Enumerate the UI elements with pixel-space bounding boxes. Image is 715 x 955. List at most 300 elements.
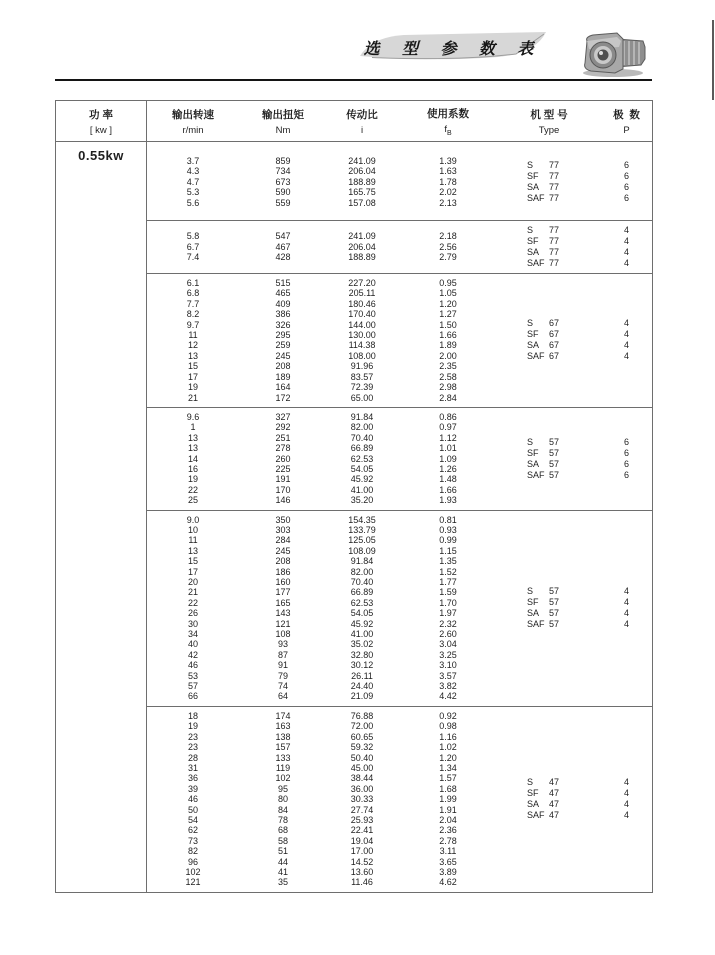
model-row [499,318,654,329]
type-label-zh: 机 型 号 [530,108,568,121]
cell-service-factor: 1.99 [439,794,457,805]
table-row [147,166,499,176]
cell-torque: 177 [275,587,291,598]
model-poles: 6 [623,171,629,182]
cell-ratio: 41.00 [350,629,374,640]
model-size: 77 [549,247,560,258]
model-prefix: S [527,225,534,236]
cell-speed: 8.2 [186,309,200,320]
factor-label-zh: 使用系数 [427,107,469,120]
model-prefix: SAF [527,619,545,630]
cell-ratio: 241.09 [348,231,376,242]
cell-speed: 102 [185,867,201,878]
model-type-text [527,182,571,193]
table-row [147,639,499,649]
table-row [147,485,499,495]
cell-service-factor: 2.02 [439,187,457,198]
model-poles: 4 [623,777,629,788]
cell-service-factor: 3.57 [439,670,457,681]
cell-ratio: 60.65 [350,731,374,742]
page-edge-line [712,20,714,100]
table-row [147,784,499,794]
cell-torque: 295 [275,330,291,341]
cell-speed: 10 [187,524,198,535]
model-type-cell [499,182,599,193]
speed-label-unit: r/min [182,124,204,136]
model-type-cell [499,777,599,788]
cell-torque: 208 [275,556,291,567]
cell-torque: 189 [275,371,291,382]
model-poles: 6 [623,469,629,480]
table-row [147,361,499,371]
power-label-zh: 功 率 [89,108,113,121]
cell-service-factor: 0.98 [439,721,457,732]
cell-service-factor: 1.27 [439,309,457,320]
model-type-cell [499,619,599,630]
model-prefix: S [527,436,534,447]
model-size: 77 [549,182,560,193]
table-row [147,556,499,566]
model-type-cell [499,318,599,329]
cell-speed: 12 [187,340,198,351]
ratio-label-unit: i [360,124,364,136]
cell-service-factor: 1.15 [439,545,457,556]
model-row [499,799,654,810]
model-size: 57 [549,597,560,608]
table-row [147,252,499,262]
cell-service-factor: 2.60 [439,629,457,640]
factor-symbol-subscript: B [446,129,452,137]
cell-torque: 95 [277,783,288,794]
cell-service-factor: 2.18 [439,231,457,242]
cell-speed: 39 [187,783,198,794]
model-type-text [527,318,571,329]
cell-ratio: 54.05 [350,608,374,619]
model-prefix: SAF [527,810,545,821]
cell-service-factor: 4.42 [439,691,457,702]
cell-service-factor: 1.20 [439,298,457,309]
cell-speed: 6.8 [186,288,200,299]
cell-ratio: 45.92 [350,618,374,629]
cell-torque: 160 [275,577,291,587]
model-type-text [527,448,571,459]
cell-service-factor: 2.13 [439,197,457,208]
model-type-text [527,329,571,340]
table-group-6 [147,707,652,892]
cell-ratio: 227.20 [348,278,376,289]
cell-service-factor: 2.00 [439,350,457,361]
model-type-text [527,619,571,630]
cell-torque: 251 [275,432,291,443]
model-type-text [527,236,571,247]
model-type-cell [499,470,599,481]
table-row [147,815,499,825]
cell-speed: 26 [187,608,198,619]
cell-torque: 409 [275,298,291,309]
cell-service-factor: 1.70 [439,597,457,608]
model-size: 47 [549,777,560,788]
table-row [147,495,499,505]
cell-speed: 121 [185,877,201,888]
cell-ratio: 30.33 [350,794,374,805]
model-size: 67 [549,329,560,340]
cell-ratio: 13.60 [350,867,374,878]
model-type-cell [499,608,599,619]
table-body [56,142,652,892]
cell-service-factor: 1.63 [439,166,457,177]
cell-speed: 19 [187,382,198,393]
model-row [499,437,654,448]
cell-ratio: 14.52 [350,856,374,867]
cell-torque: 673 [275,176,291,187]
cell-speed: 17 [187,566,198,577]
cell-torque: 172 [275,392,291,403]
model-row [499,459,654,470]
model-prefix: SA [527,247,540,258]
table-row [147,867,499,877]
cell-speed: 50 [187,804,198,815]
model-prefix: S [527,777,534,788]
model-poles: 4 [623,597,629,608]
cell-ratio: 206.04 [348,241,376,252]
cell-torque: 108 [275,629,291,640]
cell-ratio: 32.80 [350,649,374,660]
selection-parameter-table [55,100,653,893]
model-poles: 4 [623,247,629,258]
cell-torque: 64 [277,691,288,702]
cell-service-factor: 1.35 [439,556,457,567]
model-poles: 4 [623,788,629,799]
cell-speed: 13 [187,443,198,454]
table-row [147,753,499,763]
cell-ratio: 62.53 [350,597,374,608]
table-group-2 [147,221,652,274]
table-row [147,351,499,361]
page-title: 选 型 参 数 表 [363,41,543,58]
model-type-cell [499,225,599,236]
cell-torque: 174 [275,710,291,721]
cell-torque: 186 [275,566,291,577]
model-poles: 4 [623,810,629,821]
model-type-cell [499,258,599,269]
cell-service-factor: 3.04 [439,639,457,650]
cell-torque: 515 [275,278,291,289]
cell-service-factor: 1.50 [439,319,457,330]
table-row [147,433,499,443]
cell-torque: 465 [275,288,291,299]
cell-speed: 5.6 [186,197,200,208]
model-type-text [527,470,571,481]
cell-ratio: 188.89 [348,252,376,263]
model-size: 77 [549,193,560,204]
cell-speed: 6.1 [186,278,200,289]
cell-service-factor: 2.58 [439,371,457,382]
cell-torque: 35 [277,877,288,888]
table-row [147,464,499,474]
model-poles: 6 [623,458,629,469]
cell-ratio: 70.40 [350,577,374,587]
cell-ratio: 25.93 [350,815,374,826]
cell-service-factor: 3.82 [439,681,457,692]
cell-ratio: 35.02 [350,639,374,650]
power-label-unit: [ kw ] [89,124,113,136]
cell-torque: 547 [275,231,291,242]
model-row [499,619,654,630]
cell-ratio: 72.39 [350,382,374,393]
cell-service-factor: 2.98 [439,382,457,393]
model-prefix: SAF [527,193,545,204]
model-row [499,329,654,340]
table-row [147,198,499,208]
table-row [147,773,499,783]
row-list [147,156,499,208]
model-type-text [527,340,571,351]
cell-ratio: 50.40 [350,752,374,763]
cell-speed: 17 [187,371,198,382]
cell-service-factor: 1.66 [439,330,457,341]
table-row [147,732,499,742]
cell-torque: 44 [277,856,288,867]
row-list [147,278,499,403]
cell-speed: 4.3 [186,166,200,177]
cell-torque: 428 [275,252,291,263]
model-type-cell [499,448,599,459]
cell-service-factor: 1.97 [439,608,457,619]
cell-service-factor: 1.91 [439,804,457,815]
model-list [499,278,654,403]
model-type-text [527,225,571,236]
cell-speed: 13 [187,350,198,361]
cell-service-factor: 2.36 [439,825,457,836]
cell-service-factor: 1.59 [439,587,457,598]
table-group-3 [147,274,652,408]
cell-torque: 58 [277,835,288,846]
column-header-speed [147,101,239,141]
cell-torque: 102 [275,773,291,784]
cell-service-factor: 2.35 [439,361,457,372]
cell-speed: 9.0 [186,514,200,525]
cell-service-factor: 1.57 [439,773,457,784]
model-size: 67 [549,340,560,351]
table-group-5 [147,511,652,707]
cell-ratio: 17.00 [350,846,374,857]
table-row [147,288,499,298]
type-label-unit: Type [538,124,560,136]
cell-torque: 121 [275,618,291,629]
table-row [147,742,499,752]
model-type-text [527,351,571,362]
cell-torque: 79 [277,670,288,681]
model-poles: 6 [623,160,629,171]
model-prefix: SF [527,236,539,247]
cell-ratio: 45.92 [350,474,374,485]
cell-ratio: 130.00 [348,330,376,341]
cell-ratio: 144.00 [348,319,376,330]
cell-speed: 42 [187,649,198,660]
table-row [147,382,499,392]
cell-speed: 19 [187,474,198,485]
table-row [147,587,499,597]
model-type-cell [499,247,599,258]
table-row [147,443,499,453]
model-list [499,225,654,269]
cell-ratio: 125.05 [348,535,376,546]
model-poles: 6 [623,193,629,204]
cell-speed: 13 [187,545,198,556]
column-header-type [499,101,599,141]
model-list [499,711,654,888]
cell-ratio: 24.40 [350,681,374,692]
cell-ratio: 38.44 [350,773,374,784]
model-row [499,777,654,788]
table-row [147,577,499,587]
table-row [147,721,499,731]
cell-service-factor: 1.12 [439,432,457,443]
cell-speed: 18 [187,710,198,721]
model-size: 77 [549,160,560,171]
cell-speed: 34 [187,629,198,640]
cell-torque: 143 [275,608,291,619]
cell-service-factor: 1.09 [439,453,457,464]
cell-torque: 157 [275,742,291,753]
table-row [147,309,499,319]
cell-torque: 164 [275,382,291,393]
table-row [147,629,499,639]
cell-torque: 245 [275,545,291,556]
cell-speed: 30 [187,618,198,629]
model-type-text [527,586,571,597]
model-type-text [527,788,571,799]
cell-ratio: 35.20 [350,495,374,506]
table-row [147,393,499,403]
table-row [147,619,499,629]
table-row [147,660,499,670]
model-type-text [527,459,571,470]
cell-speed: 22 [187,484,198,495]
cell-torque: 278 [275,443,291,454]
cell-torque: 303 [275,524,291,535]
cell-service-factor: 1.02 [439,742,457,753]
table-row [147,340,499,350]
cell-ratio: 91.84 [350,556,374,567]
model-row [499,448,654,459]
table-row [147,454,499,464]
cell-torque: 208 [275,361,291,372]
table-row [147,278,499,288]
cell-service-factor: 2.79 [439,252,457,263]
cell-torque: 590 [275,187,291,198]
table-row [147,794,499,804]
model-prefix: SA [527,458,540,469]
cell-service-factor: 4.62 [439,877,457,888]
cell-ratio: 27.74 [350,804,374,815]
model-row [499,470,654,481]
model-type-cell [499,597,599,608]
table-row [147,650,499,660]
cell-speed: 53 [187,670,198,681]
table-row [147,187,499,197]
cell-service-factor: 1.68 [439,783,457,794]
cell-ratio: 206.04 [348,166,376,177]
model-row [499,597,654,608]
cell-service-factor: 3.10 [439,660,457,671]
cell-torque: 80 [277,794,288,805]
model-list [499,515,654,702]
cell-service-factor: 0.99 [439,535,457,546]
model-type-text [527,193,571,204]
cell-service-factor: 1.93 [439,495,457,506]
table-row [147,231,499,241]
cell-ratio: 22.41 [350,825,374,836]
cell-torque: 350 [275,514,291,525]
model-prefix: SA [527,608,540,619]
model-prefix: S [527,160,534,171]
cell-ratio: 82.00 [350,422,374,433]
cell-torque: 259 [275,340,291,351]
model-size: 57 [549,436,560,447]
cell-speed: 5.8 [186,231,200,242]
cell-speed: 11 [188,535,198,546]
cell-ratio: 62.53 [350,453,374,464]
cell-ratio: 154.35 [348,514,376,525]
ratio-label-zh: 传动比 [346,108,378,121]
row-list [147,225,499,269]
cell-service-factor: 1.05 [439,288,457,299]
cell-service-factor: 3.11 [439,846,457,857]
cell-torque: 260 [275,453,291,464]
cell-service-factor: 3.25 [439,649,457,660]
model-type-text [527,777,571,788]
row-list [147,412,499,506]
model-type-cell [499,351,599,362]
poles-label-unit: P [623,124,630,136]
cell-torque: 91 [277,660,288,671]
model-poles: 4 [623,586,629,597]
cell-ratio: 54.05 [350,463,374,474]
model-prefix: S [527,586,534,597]
cell-ratio: 72.00 [350,721,374,732]
model-type-cell [499,193,599,204]
table-group-4 [147,408,652,511]
speed-label-zh: 输出转速 [172,108,214,121]
row-list [147,515,499,702]
cell-service-factor: 1.26 [439,463,457,474]
model-size: 57 [549,608,560,619]
cell-torque: 165 [275,597,291,608]
model-list [499,156,654,208]
model-type-text [527,810,571,821]
cell-torque: 859 [275,156,291,166]
cell-speed: 46 [187,794,198,805]
cell-service-factor: 1.34 [439,763,457,774]
model-row [499,788,654,799]
cell-speed: 66 [187,691,198,702]
model-prefix: SF [527,597,539,608]
factor-label-unit [444,124,451,137]
page-title-banner [358,31,548,63]
table-row [147,846,499,856]
table-row [147,671,499,681]
model-type-cell [499,810,599,821]
model-prefix: SAF [527,351,545,362]
model-prefix: SA [527,340,540,351]
model-type-text [527,597,571,608]
table-row [147,805,499,815]
cell-service-factor: 1.01 [439,443,457,454]
model-type-text [527,608,571,619]
table-row [147,681,499,691]
cell-torque: 170 [275,484,291,495]
